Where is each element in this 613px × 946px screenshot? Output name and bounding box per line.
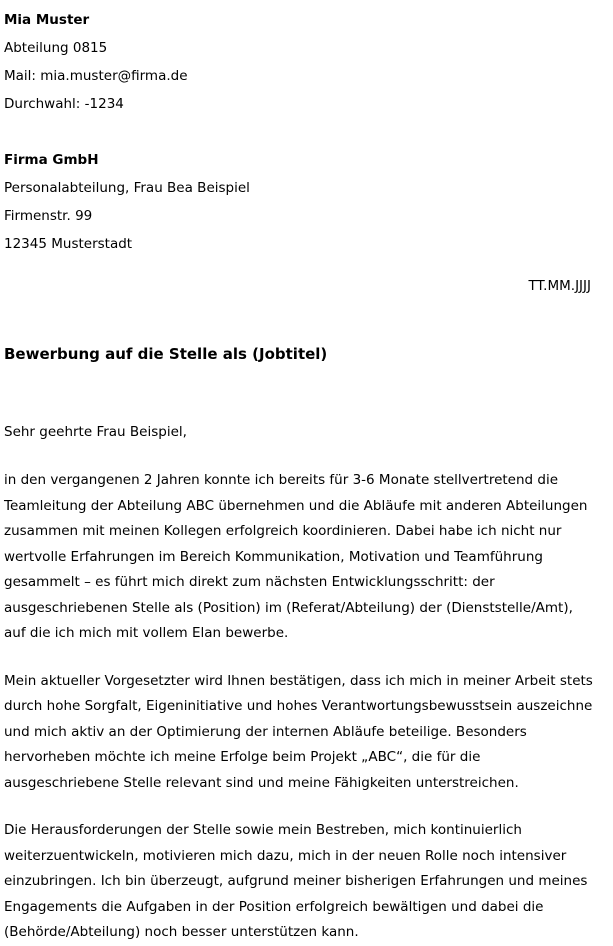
letter-paragraph: Mein aktueller Vorgesetzter wird Ihnen bestätigen, dass ich mich in meiner Arbeit stets durch hohe Sorgfalt, Eigeninitiative und hohes Verantwortungsbewusstsein auszeichne und mich aktiv an der Optimierung der internen Abläufe beteilige. Besonders hervorheben möchte ich meine Erfolge beim Projekt „ABC“, die für die ausgeschriebene Stelle relevant sind und meine Fähigkeiten unterstreichen.: [4, 672, 593, 791]
recipient-line-2: Firmenstr. 99: [4, 208, 93, 224]
sender-department: Abteilung 0815: [4, 40, 108, 56]
recipient-address-block: [4, 146, 595, 258]
letter-subject: Bewerbung auf die Stelle als (Jobtitel): [4, 345, 328, 363]
spacer: [4, 118, 595, 146]
letter-salutation: Sehr geehrte Frau Beispiel,: [4, 424, 187, 440]
letter-paragraph: in den vergangenen 2 Jahren konnte ich bereits für 3-6 Monate stellvertretend die Teamleitung der Abteilung ABC übernehmen und die Abläufe mit anderen Abteilungen zusammen mit meinen Kollegen erfolgreich koordinieren. Dabei habe ich nicht nur wertvolle Erfahrungen im Bereich Kommunikation, Motivation und Teamführung gesammelt – es führt mich direkt zum nächsten Entwicklungsschritt: der ausgeschriebenen Stelle als (Position) im (Referat/Abteilung) der (Dienststelle/Amt), auf die ich mich mit vollem Elan bewerbe.: [4, 472, 588, 641]
sender-mail: Mail: mia.muster@firma.de: [4, 68, 188, 84]
sender-phone: Durchwahl: -1234: [4, 96, 124, 112]
sender-name: Mia Muster: [4, 12, 90, 28]
letter-date: TT.MM.JJJJ: [528, 278, 591, 294]
recipient-company: Firma GmbH: [4, 152, 99, 168]
sender-address-block: [4, 6, 595, 118]
recipient-line-3: 12345 Musterstadt: [4, 236, 133, 252]
letter-paragraph: Die Herausforderungen der Stelle sowie mein Bestreben, mich kontinuierlich weiterzuentwickeln, motivieren mich dazu, mich in der neuen Rolle noch intensiver einzubringen. Ich bin überzeugt, aufgrund meiner bisherigen Erfahrungen und meines Engagements die Aufgaben in der Position erfolgreich bewältigen und dabei die (Behörde/Abteilung) noch besser unterstützen kann.: [4, 822, 588, 940]
recipient-line-1: Personalabteilung, Frau Bea Beispiel: [4, 180, 250, 196]
